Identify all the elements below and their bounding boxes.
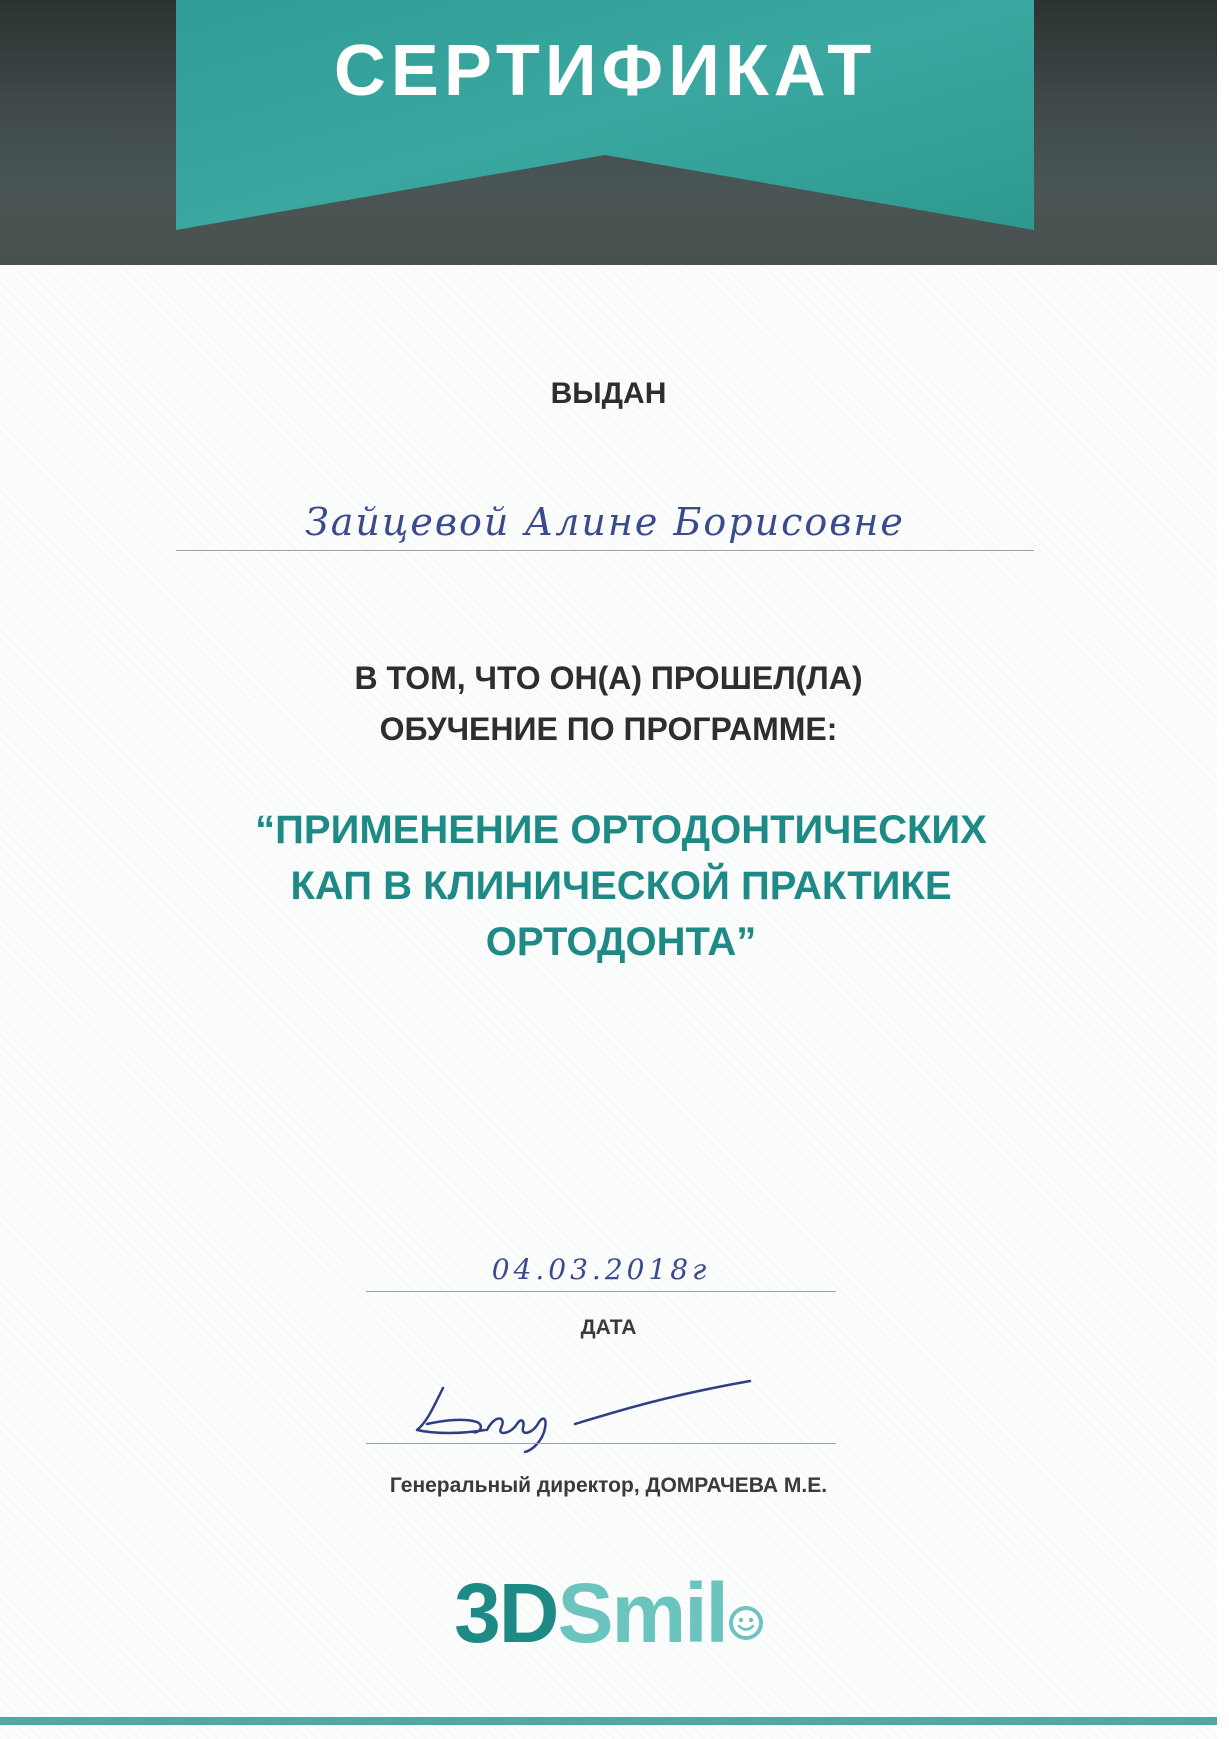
program-title-line-2: КАП В КЛИНИЧЕСКОЙ ПРАКТИКЕ — [290, 864, 952, 908]
smile-face-icon — [729, 1606, 763, 1640]
footer-bar — [0, 1717, 1217, 1725]
logo-3d: 3D — [454, 1566, 558, 1660]
date-label: ДАТА — [580, 1316, 637, 1339]
company-logo — [0, 1565, 1217, 1662]
statement-line-1: В ТОМ, ЧТО ОН(А) ПРОШЕЛ(ЛА) — [354, 660, 863, 696]
signatory-caption: Генеральный директор, ДОМРАЧЕВА М.Е. — [389, 1474, 828, 1497]
program-title-line-1: “ПРИМЕНЕНИЕ ОРТОДОНТИЧЕСКИХ — [255, 808, 987, 852]
scan-edge — [1217, 0, 1229, 1739]
certificate-title: СЕРТИФИКАТ — [333, 31, 877, 111]
statement-line-2: ОБУЧЕНИЕ ПО ПРОГРАММЕ: — [379, 711, 838, 747]
program-title-line-3: ОРТОДОНТА” — [485, 920, 757, 964]
date-value: 04.03.2018г — [491, 1253, 711, 1286]
signature-underline — [366, 1443, 836, 1444]
issued-label: ВЫДАН — [550, 377, 667, 410]
name-underline — [176, 550, 1034, 551]
recipient-name: Зайцевой Алине Борисовне — [305, 500, 905, 544]
date-underline — [366, 1291, 836, 1292]
logo-smile-text: Smil — [557, 1566, 727, 1660]
director-signature — [415, 1378, 755, 1453]
